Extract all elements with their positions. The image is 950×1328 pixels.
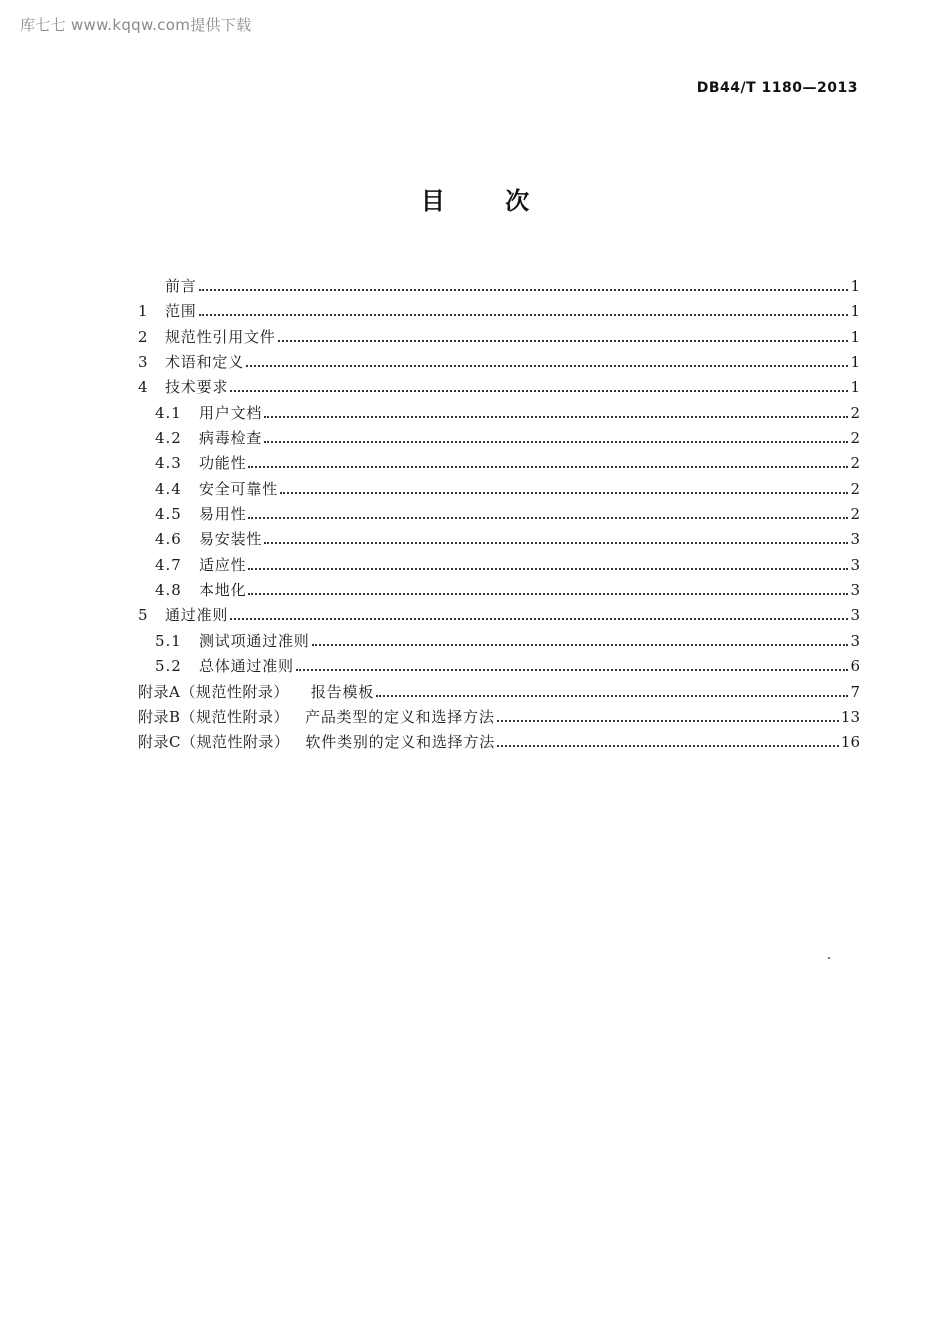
toc-entry-label: 范围 [165,302,197,321]
toc-entry-label: 功能性 [199,454,247,473]
toc-entry-5[interactable] [138,603,860,628]
toc-entry-page: 1 [850,353,860,372]
toc-leader-dots [376,695,848,697]
toc-leader-dots [278,340,849,342]
toc-entry-label: 本地化 [199,581,247,600]
toc-entry-4-4[interactable] [138,477,860,502]
toc-entry-2[interactable] [138,325,860,350]
toc-leader-dots [497,745,839,747]
toc-entry-page: 3 [850,530,860,549]
toc-entry-appendix-c[interactable] [138,730,860,755]
toc-entry-number: 4.6 [155,530,182,549]
table-of-contents [138,274,860,756]
toc-leader-dots [199,314,849,316]
toc-entry-number: 3 [138,353,148,372]
toc-leader-dots [248,466,848,468]
toc-entry-label: 用户文档 [199,403,263,422]
toc-entry-4-1[interactable] [138,401,860,426]
toc-entry-number: 4.2 [155,429,182,448]
standard-code: DB44/T 1180—2013 [696,80,858,96]
toc-entry-page: 2 [850,454,860,473]
toc-entry-4-6[interactable] [138,527,860,552]
toc-entry-page: 2 [850,403,860,422]
toc-leader-dots [248,593,848,595]
toc-leader-dots [312,644,849,646]
toc-entry-label: 易安装性 [199,530,263,549]
toc-entry-number: 4.8 [155,581,182,600]
toc-entry-label: 前言 [165,277,197,295]
toc-leader-dots [246,365,848,367]
toc-entry-number: 2 [138,327,148,346]
toc-entry-4-8[interactable] [138,578,860,603]
toc-entry-1[interactable] [138,299,860,324]
toc-entry-4[interactable] [138,375,860,400]
toc-appendix-prefix: 附录A（规范性附录） [138,682,289,701]
toc-entry-4-2[interactable] [138,426,860,451]
toc-entry-label: 产品类型的定义和选择方法 [305,707,495,726]
toc-entry-4-5[interactable] [138,502,860,527]
toc-entry-page: 3 [850,555,860,574]
toc-entry-number: 5 [138,606,148,625]
toc-leader-dots [248,517,848,519]
toc-entry-page: 1 [850,277,860,295]
toc-entry-label: 安全可靠性 [199,479,279,498]
toc-entry-label: 总体通过准则 [199,657,294,676]
toc-entry-number: 4.7 [155,555,182,574]
toc-leader-dots [199,289,849,291]
toc-leader-dots [264,441,848,443]
toc-entry-4-3[interactable] [138,451,860,476]
toc-entry-page: 2 [850,505,860,524]
toc-appendix-prefix: 附录C（规范性附录） [138,733,290,752]
toc-entry-page: 16 [840,733,860,752]
toc-entry-label: 软件类别的定义和选择方法 [305,733,496,752]
toc-leader-dots [230,618,848,620]
toc-appendix-prefix: 附录B（规范性附录） [138,707,290,726]
toc-entry-label: 测试项通过准则 [199,631,310,650]
toc-entry-number: 5.1 [155,631,182,650]
toc-entry-page: 3 [850,581,860,600]
toc-entry-number: 5.2 [155,657,182,676]
toc-entry-page: 7 [850,682,860,701]
toc-entry-page: 2 [850,429,860,448]
toc-entry-number: 4.5 [155,505,182,524]
toc-entry-page: 13 [840,707,860,726]
toc-entry-label: 通过准则 [165,606,229,625]
toc-leader-dots [264,416,848,418]
toc-entry-appendix-a[interactable] [138,680,860,705]
scan-speck [828,957,830,959]
toc-entry-page: 1 [850,302,860,321]
toc-entry-label: 术语和定义 [165,353,245,372]
toc-entry-5-1[interactable] [138,629,860,654]
toc-entry-page: 1 [850,378,860,397]
toc-leader-dots [230,390,848,392]
toc-entry-label: 技术要求 [165,378,229,397]
toc-entry-label: 适应性 [199,555,247,574]
toc-entry-label: 病毒检查 [199,429,263,448]
toc-entry-number: 4 [138,378,148,397]
toc-entry-5-2[interactable] [138,654,860,679]
toc-entry-page: 3 [850,631,860,650]
toc-entry-number: 4.1 [155,403,182,422]
toc-leader-dots [296,669,849,671]
toc-entry-3[interactable] [138,350,860,375]
toc-leader-dots [497,720,839,722]
toc-leader-dots [248,568,848,570]
toc-entry-page: 1 [850,327,860,346]
toc-entry-number: 4.3 [155,454,182,473]
toc-entry-appendix-b[interactable] [138,705,860,730]
toc-leader-dots [280,492,848,494]
toc-leader-dots [264,542,848,544]
toc-entry-number: 4.4 [155,479,182,498]
toc-entry-label: 易用性 [199,505,247,524]
toc-entry-label: 报告模板 [310,682,375,701]
toc-entry-preface[interactable] [138,274,860,299]
toc-entry-page: 6 [850,657,860,676]
toc-entry-page: 2 [850,479,860,498]
watermark: 库七七 www.kqqw.com提供下载 [20,16,252,34]
toc-entry-number: 1 [138,302,148,321]
toc-entry-page: 3 [850,606,860,625]
toc-entry-4-7[interactable] [138,553,860,578]
page-title: 目 次 [420,187,556,215]
toc-entry-label: 规范性引用文件 [165,327,276,346]
